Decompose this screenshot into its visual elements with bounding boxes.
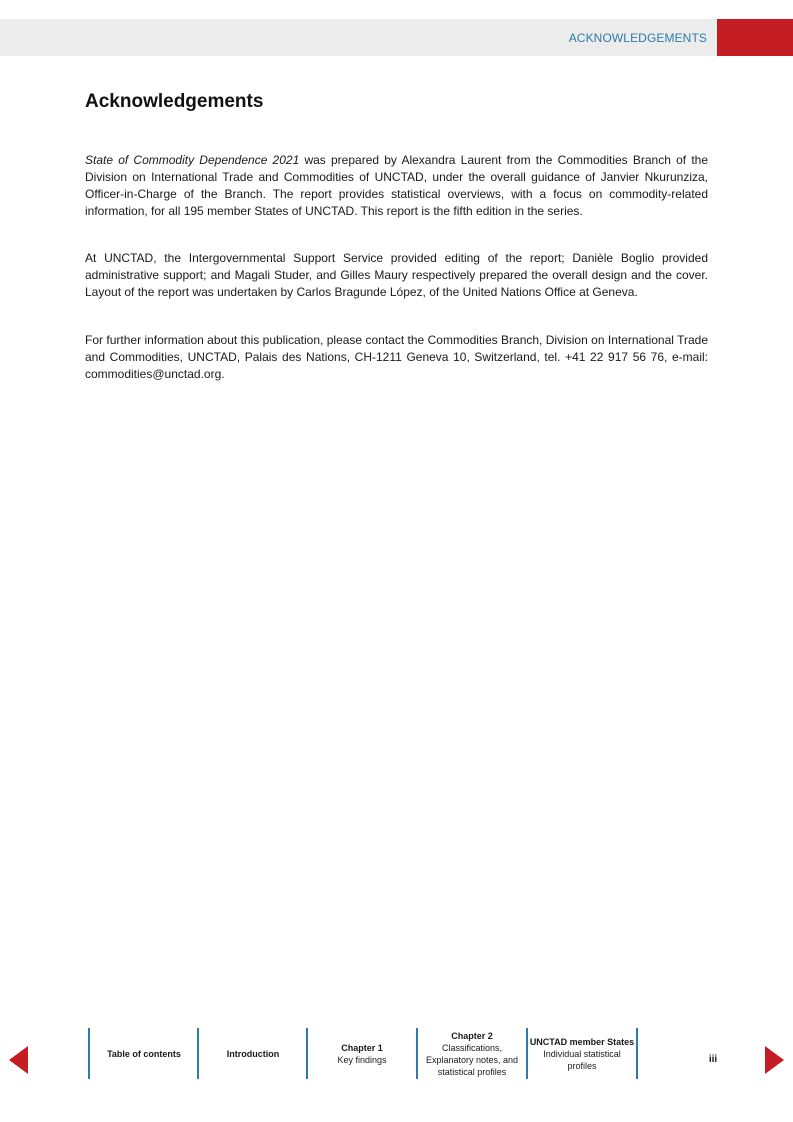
nav-sublabel: Individual statistical profiles [543, 1048, 621, 1071]
nav-label: Chapter 1 [341, 1042, 383, 1053]
nav-divider [636, 1028, 638, 1079]
page-title: Acknowledgements [85, 91, 264, 112]
nav-member-states[interactable] [528, 1028, 636, 1079]
nav-label: UNCTAD member States [529, 1036, 635, 1047]
nav-introduction[interactable] [199, 1028, 307, 1079]
paragraph-report-credits [85, 152, 708, 220]
nav-chapter-1[interactable] [308, 1028, 416, 1079]
nav-sublabel: Key findings [337, 1054, 387, 1065]
paragraph-report-credits-text: was prepared by Alexandra Laurent from the Commodities Branch of the Division on International Trade and Commodities of UNCTAD, under the overall guidance of Janvier Nkurunziza, Officer-in-Charge of the Branch. The report provides statistical overviews, with a focus on commodity-related information, for all 195 member States of UNCTAD. This report is the fifth edition in the series. [85, 153, 708, 218]
nav-label: Chapter 2 [451, 1030, 493, 1041]
nav-table-of-contents[interactable] [90, 1028, 198, 1079]
page-number: iii [708, 1054, 718, 1065]
nav-label: Table of contents [107, 1048, 181, 1059]
header-bar [0, 19, 717, 56]
paragraph-contact-info: For further information about this publication, please contact the Commodities Branch, Division on International Trade and Commodities, UNCTAD, Palais des Nations, CH-1211 Geneva 10, Switzerland, tel. +41 22 917 56 76, e-mail: commodities@unctad.org. [85, 333, 708, 381]
previous-page-arrow-icon[interactable] [9, 1046, 28, 1074]
header-accent-block [717, 19, 793, 56]
nav-sublabel: Classifications, Explanatory notes, and statistical profiles [425, 1042, 519, 1077]
section-label: ACKNOWLEDGEMENTS [568, 31, 707, 45]
next-page-arrow-icon[interactable] [765, 1046, 784, 1074]
nav-chapter-2[interactable] [418, 1028, 526, 1079]
publication-title: State of Commodity Dependence 2021 [85, 153, 300, 167]
nav-label: Introduction [226, 1048, 280, 1059]
paragraph-staff-credits: At UNCTAD, the Intergovernmental Support Service provided editing of the report; Danièle Boglio provided administrative support; and Magali Studer, and Gilles Maury respectively prepared the overall design and the cover. Layout of the report was undertaken by Carlos Bragunde López, of the United Nations Office at Geneva. [85, 251, 708, 299]
